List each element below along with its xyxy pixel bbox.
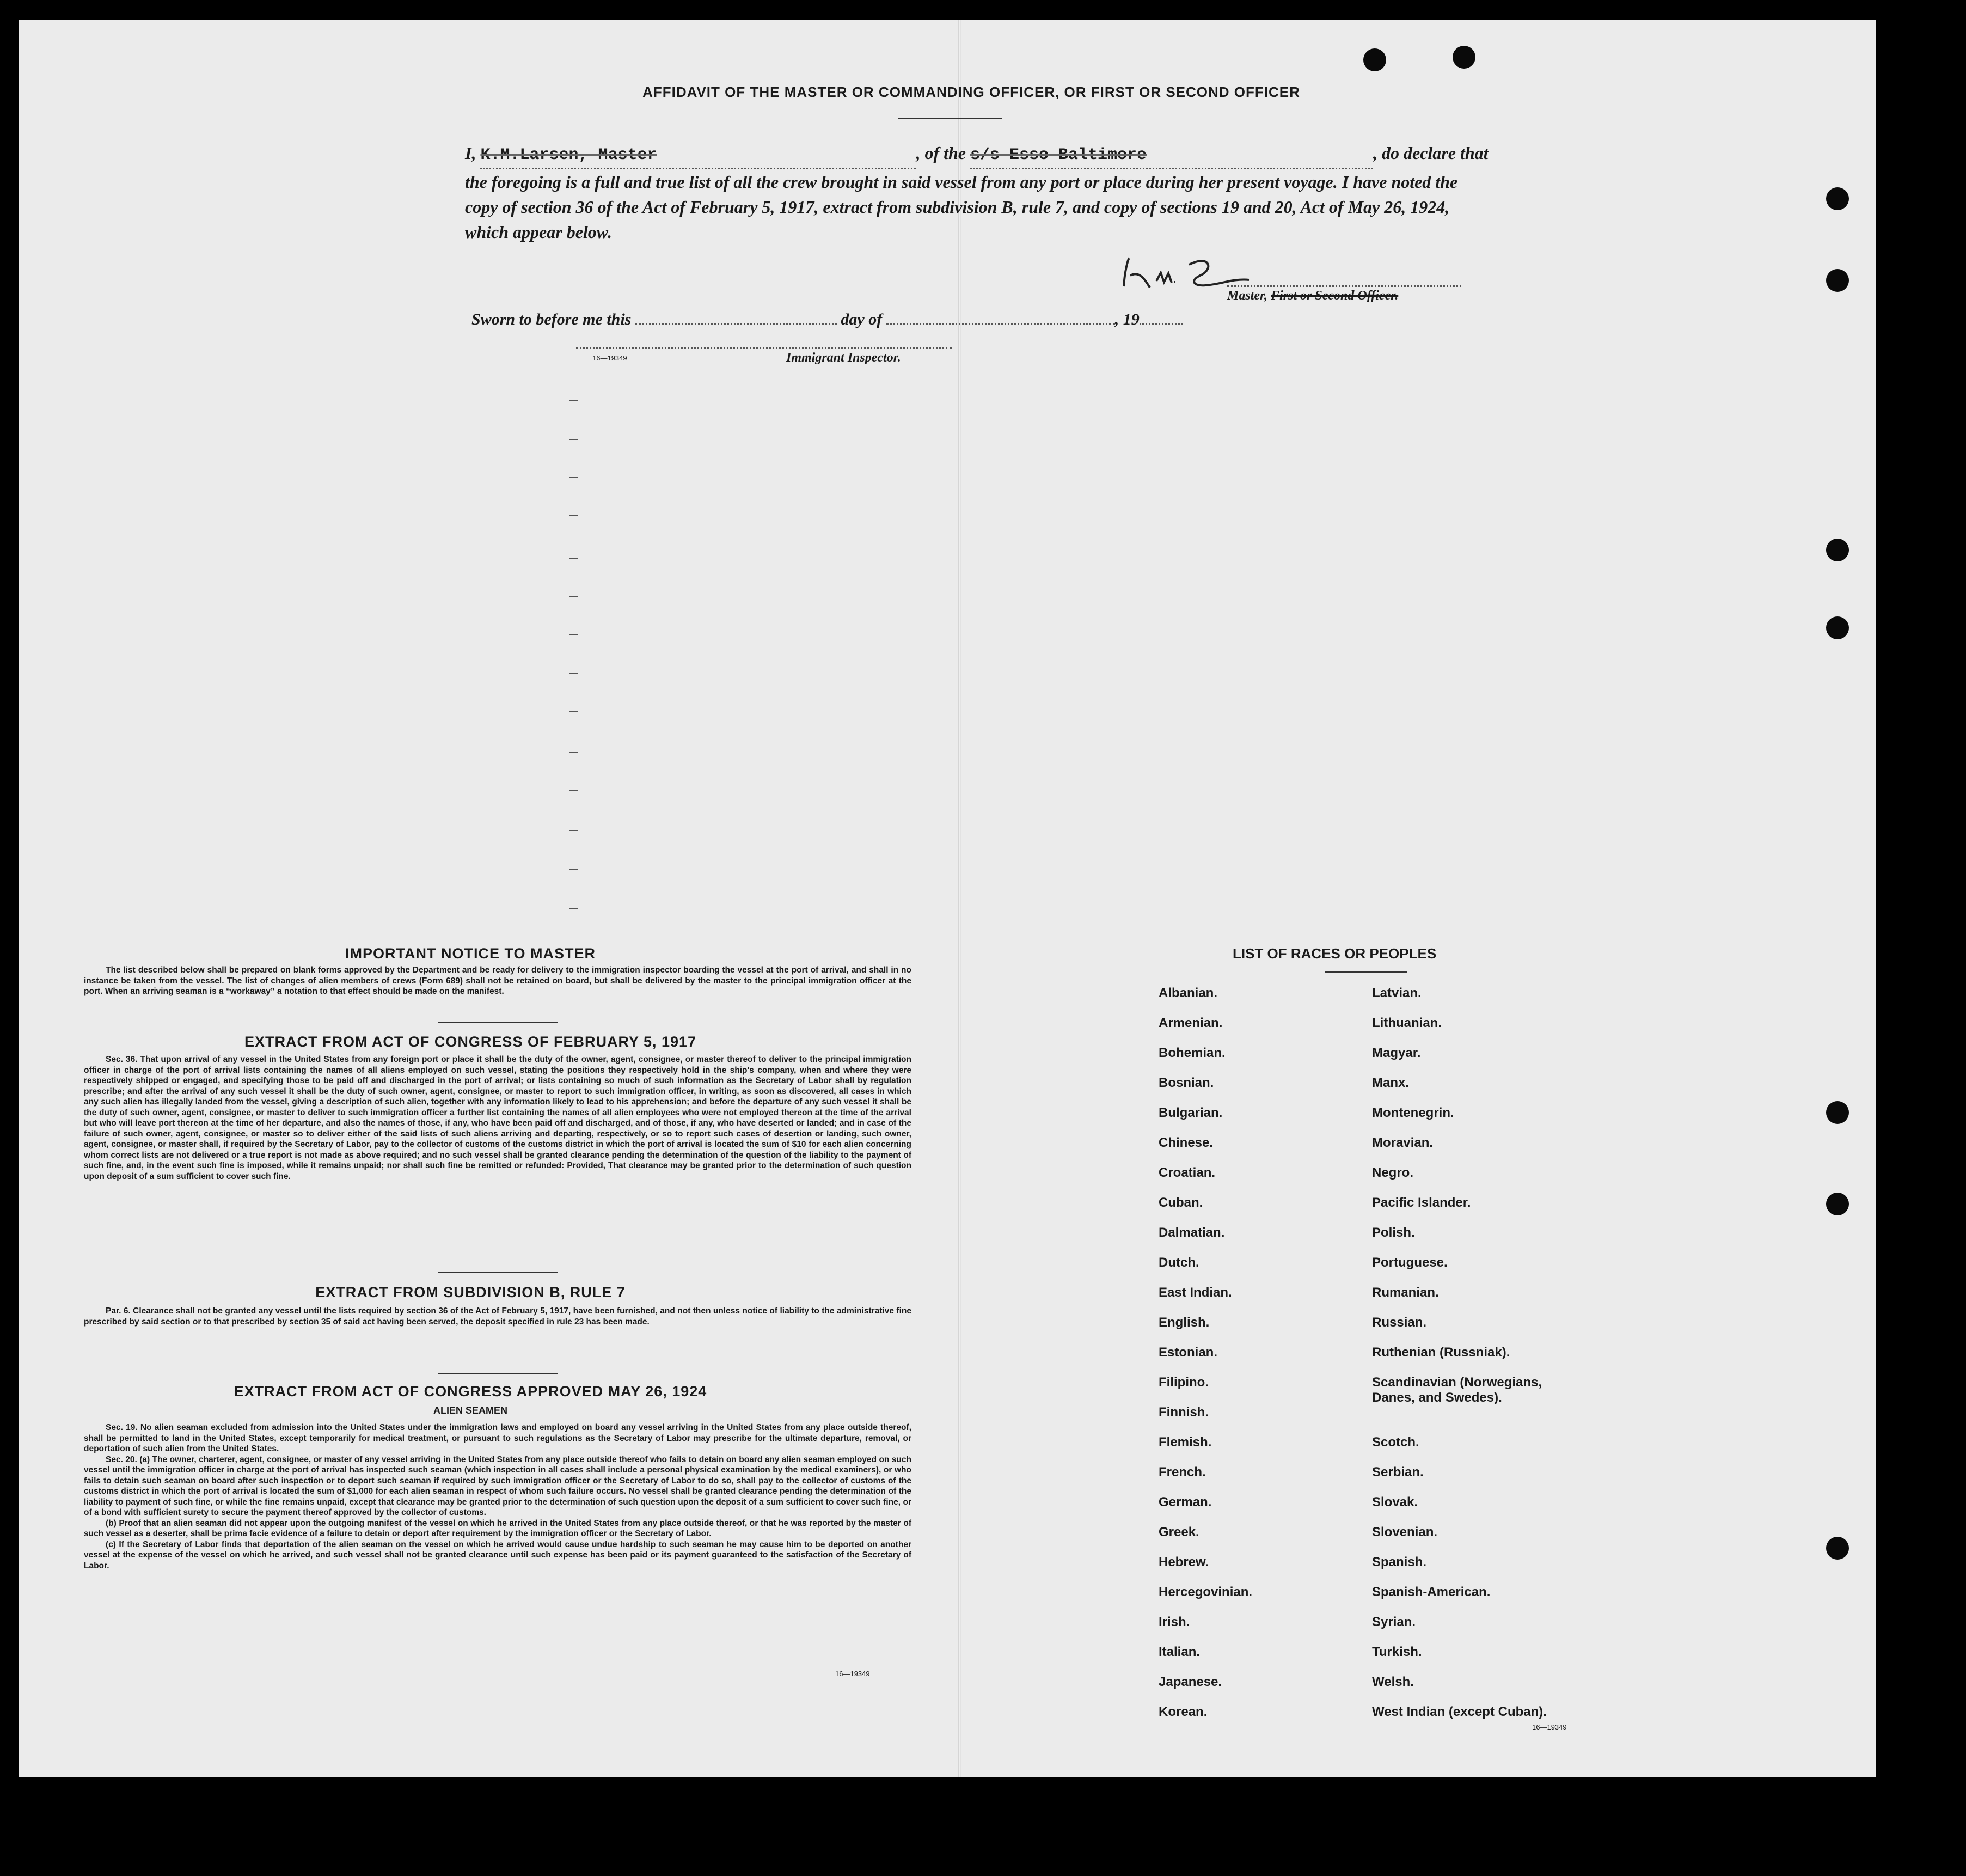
punch-hole bbox=[1826, 187, 1849, 210]
affidavit-text bbox=[465, 140, 1489, 245]
row-mark bbox=[569, 400, 578, 401]
race-item: Croatian. bbox=[1159, 1165, 1216, 1180]
sworn-label: Sworn to before me this bbox=[471, 310, 632, 328]
race-item: Dalmatian. bbox=[1159, 1225, 1225, 1240]
race-item: Negro. bbox=[1372, 1165, 1414, 1180]
punch-hole bbox=[1826, 1101, 1849, 1124]
punch-hole bbox=[1826, 1537, 1849, 1560]
race-item: Slovenian. bbox=[1372, 1525, 1438, 1539]
race-item: Portuguese. bbox=[1372, 1255, 1448, 1270]
title-struck: First or Second Officer. bbox=[1271, 289, 1399, 303]
punch-hole bbox=[1826, 269, 1849, 292]
race-item: Albanian. bbox=[1159, 986, 1218, 1000]
notice-text bbox=[84, 965, 911, 997]
par6-paragraph: Par. 6. Clearance shall not be granted any vessel until the lists required by section 36 of the Act of February 5, 1917, have been furnished, and not then unless notice of liability to the administrative fine prescribed by said section or to that prescribed by section 35 of said act having been served, the deposit specified in rule 23 has been made. bbox=[84, 1306, 911, 1327]
race-item: Rumanian. bbox=[1372, 1285, 1439, 1300]
race-item: Bohemian. bbox=[1159, 1046, 1226, 1060]
notice-paragraph: The list described below shall be prepared on blank forms approved by the Department and be ready for delivery to the immigration inspector boarding the vessel at the port of arrival, and shall in no instance be taken from the vessel. The list of changes of alien members of crews (Form 689) shall not be retained on board, but shall be delivered by the master to the principal immigration officer at the port. When an arriving seaman is a “workaway” a notation to that effect should be made on the manifest. bbox=[84, 966, 911, 996]
row-mark bbox=[569, 673, 578, 674]
race-item: Slovak. bbox=[1372, 1495, 1418, 1510]
race-item: Lithuanian. bbox=[1372, 1016, 1442, 1030]
race-item: Russian. bbox=[1372, 1315, 1427, 1330]
races-title: LIST OF RACES OR PEOPLES bbox=[1233, 945, 1437, 962]
affidavit-title: AFFIDAVIT OF THE MASTER OR COMMANDING OFFICER, OR FIRST OR SECOND OFFICER bbox=[642, 84, 1300, 100]
do-declare-label: , do declare bbox=[1373, 143, 1456, 163]
row-mark bbox=[569, 515, 578, 516]
declarant-field bbox=[480, 140, 916, 169]
race-item: Korean. bbox=[1159, 1704, 1208, 1719]
race-item: Bosnian. bbox=[1159, 1076, 1214, 1090]
race-item: Chinese. bbox=[1159, 1135, 1214, 1150]
race-item: Estonian. bbox=[1159, 1345, 1218, 1360]
inspector-label: Immigrant Inspector. bbox=[786, 351, 901, 365]
race-item: Finnish. bbox=[1159, 1405, 1209, 1420]
race-item: Ruthenian (Russniak). bbox=[1372, 1345, 1510, 1360]
extract-1924-text bbox=[84, 1422, 911, 1571]
section-rule bbox=[438, 1272, 558, 1273]
sec19-paragraph: Sec. 19. No alien seaman excluded from admission into the United States under the immigration laws and employed on board any vessel arriving in the United States from any place outside thereof, shall be permitted to land in the United States, except temporarily for medical treatment, or pursuant to such regulations as the Secretary of Labor may prescribe for the ultimate departure, removal, or deportation of such alien from the United States. bbox=[84, 1423, 911, 1453]
inspector-line bbox=[576, 346, 952, 349]
race-item: Irish. bbox=[1159, 1615, 1190, 1629]
notice-title: IMPORTANT NOTICE TO MASTER bbox=[345, 945, 596, 962]
sworn-month-field bbox=[886, 323, 1115, 325]
race-item: Cuban. bbox=[1159, 1195, 1203, 1210]
race-item: Polish. bbox=[1372, 1225, 1415, 1240]
extract-1917-text bbox=[84, 1054, 911, 1182]
row-mark bbox=[569, 634, 578, 635]
race-item: Spanish-American. bbox=[1372, 1585, 1491, 1599]
race-item: Latvian. bbox=[1372, 986, 1422, 1000]
race-item: Flemish. bbox=[1159, 1435, 1212, 1450]
i-label: I, bbox=[465, 143, 476, 163]
race-item: Italian. bbox=[1159, 1645, 1201, 1659]
row-mark bbox=[569, 596, 578, 597]
row-mark bbox=[569, 830, 578, 831]
race-item: Hercegovinian. bbox=[1159, 1585, 1253, 1599]
race-item: English. bbox=[1159, 1315, 1210, 1330]
punch-hole bbox=[1453, 46, 1475, 69]
page-fold bbox=[958, 20, 961, 1777]
document-sheet bbox=[19, 20, 1876, 1777]
races-rule bbox=[1325, 971, 1407, 973]
race-item: Welsh. bbox=[1372, 1675, 1414, 1689]
sec20c-paragraph: (c) If the Secretary of Labor finds that deportation of the alien seaman on the vessel on which he arrived would cause undue hardship to such seaman he may cause him to be deported on another vessel at the expense of the vessel on which he arrived, and such vessel shall not be granted clearance until such expense has been paid or its payment guaranteed to the satisfaction of the Secretary of Labor. bbox=[84, 1539, 911, 1571]
day-of-label: day of bbox=[841, 310, 883, 328]
row-mark bbox=[569, 558, 578, 559]
race-item: Armenian. bbox=[1159, 1016, 1223, 1030]
alien-seamen-subtitle: ALIEN SEAMEN bbox=[433, 1405, 507, 1416]
race-item: Spanish. bbox=[1372, 1555, 1427, 1569]
sec36-paragraph: Sec. 36. That upon arrival of any vessel in the United States from any foreign port or place it shall be the duty of the owner, agent, consignee, or master thereof to deliver to the principal immigration officer in charge of the port of arrival lists containing the names of all aliens employed on such vessel, stating the positions they respectively hold in the ship's company, when and where they were respectively shipped or engaged, and specifying those to be paid off and discharged in the port of arrival; or lists containing so much of such information as the Secretary of Labor shall by regulation prescribe; and after the arrival of any such vessel it shall be the duty of such owner, agent, consignee, or master to report to such immigration officer, in writing, as soon as discovered, all cases in which any such alien has illegally landed from the vessel, giving a description of such alien, together with any information likely to lead to his apprehension; and before the departure of any such vessel it shall be the duty of such owner, agent, consignee, or master to deliver to such immigration officer a further list containing the names of all alien employees who were not employed thereon at the time of the arrival but who will leave port thereon at the time of her departure, and also the names of those, if any, who have been paid off and discharged, and of those, if any, who have deserted or landed; and in case of the failure of such owner, agent, consignee, or master so to deliver either of the said lists of such aliens arriving and departing, respectively, or so to report such cases of desertion or landing, such owner, agent, consignee, or master shall, if required by the Secretary of Labor, pay to the collector of customs of the customs district in which the port of arrival is located the sum of $10 for each alien concerning whom correct lists are not delivered or a true report is not made as above required; and no such vessel shall be granted clearance pending the determination of the question of the liability to the payment of such fine, and, in the event such fine is imposed, while it remains unpaid; nor shall such fine be remitted or refunded: Provided, That clearance may be granted prior to the determination of such question upon deposit of a sum sufficient to cover such fine. bbox=[84, 1055, 911, 1181]
form-number: 16—19349 bbox=[592, 354, 627, 362]
race-item: Manx. bbox=[1372, 1076, 1410, 1090]
of-the-label: , of the bbox=[916, 143, 966, 163]
year-field bbox=[1140, 323, 1183, 325]
row-mark bbox=[569, 711, 578, 712]
race-item: French. bbox=[1159, 1465, 1206, 1480]
race-item: Serbian. bbox=[1372, 1465, 1424, 1480]
race-item: Magyar. bbox=[1372, 1046, 1421, 1060]
race-item: Scandinavian (Norwegians, Danes, and Swedes). bbox=[1372, 1375, 1542, 1405]
punch-hole bbox=[1826, 539, 1849, 561]
year-label: , 19 bbox=[1114, 310, 1140, 328]
race-item: Japanese. bbox=[1159, 1675, 1222, 1689]
row-mark bbox=[569, 790, 578, 791]
race-item: Scotch. bbox=[1372, 1435, 1419, 1450]
race-item: Hebrew. bbox=[1159, 1555, 1209, 1569]
race-item: Montenegrin. bbox=[1372, 1105, 1454, 1120]
race-item: German. bbox=[1159, 1495, 1212, 1510]
race-item: Moravian. bbox=[1372, 1135, 1434, 1150]
signature-title bbox=[1227, 289, 1398, 303]
race-item: Greek. bbox=[1159, 1525, 1199, 1539]
row-mark bbox=[569, 908, 578, 909]
sec20b-paragraph: (b) Proof that an alien seaman did not appear upon the outgoing manifest of the vessel on which he arrived in the United States from any place outside thereof, or that he was reported by the master of such vessel as a deserter, shall be prima facie evidence of a failure to detain or deport after requirement by the immigration officer or the Secretary of Labor. bbox=[84, 1518, 911, 1538]
vessel-field bbox=[970, 140, 1373, 169]
row-mark bbox=[569, 477, 578, 478]
sworn-date-field bbox=[635, 323, 837, 325]
declarant-name: K.M.Larsen, Master bbox=[480, 146, 657, 164]
race-item: East Indian. bbox=[1159, 1285, 1232, 1300]
row-mark bbox=[569, 869, 578, 870]
signature-line bbox=[1227, 284, 1461, 287]
extract-rule7-text bbox=[84, 1306, 911, 1327]
race-item: Pacific Islander. bbox=[1372, 1195, 1471, 1210]
punch-hole bbox=[1363, 48, 1386, 71]
extract-1917-title: EXTRACT FROM ACT OF CONGRESS OF FEBRUARY 5, 1917 bbox=[244, 1034, 697, 1050]
race-item: Dutch. bbox=[1159, 1255, 1199, 1270]
punch-hole bbox=[1826, 1193, 1849, 1215]
race-item: Syrian. bbox=[1372, 1615, 1416, 1629]
section-rule bbox=[438, 1022, 558, 1023]
row-mark bbox=[569, 752, 578, 753]
form-number: 16—19349 bbox=[835, 1670, 870, 1678]
extract-rule7-title: EXTRACT FROM SUBDIVISION B, RULE 7 bbox=[315, 1284, 626, 1300]
affidavit-body: that the foregoing is a full and true list of all the crew brought in said vessel from any port or place during her present voyage. I have noted the copy of section 36 of the Act of February 5, 1917, extract from subdivision B, rule 7, and copy of sections 19 and 20, Act of May 26, 1924, which appear below. bbox=[465, 143, 1489, 242]
race-item: West Indian (except Cuban). bbox=[1372, 1704, 1547, 1719]
extract-1924-title: EXTRACT FROM ACT OF CONGRESS APPROVED MAY 26, 1924 bbox=[234, 1383, 707, 1400]
form-number: 16—19349 bbox=[1532, 1723, 1567, 1731]
title-rule bbox=[898, 118, 1002, 119]
title-master: Master, bbox=[1227, 289, 1268, 303]
sworn-line bbox=[471, 310, 1183, 329]
race-item: Bulgarian. bbox=[1159, 1105, 1223, 1120]
punch-hole bbox=[1826, 616, 1849, 639]
vessel-name: s/s Esso Baltimore bbox=[970, 146, 1147, 164]
race-item: Turkish. bbox=[1372, 1645, 1422, 1659]
section-rule bbox=[438, 1373, 558, 1374]
sec20a-paragraph: Sec. 20. (a) The owner, charterer, agent, consignee, or master of any vessel arriving in the United States from any place outside thereof who fails to detain on board any alien seaman employed on such vessel until the immigration officer in charge at the port of arrival has inspected such seaman (which inspection in all cases shall include a personal physical examination by the medical examiners), or who fails to detain such seaman on board after such inspection or to deport such seaman if required by such immigration officer or the Secretary of Labor to do so, shall pay to the collector of customs of the customs district in which the port of arrival is located the sum of $1,000 for each alien seaman in respect of whom such failure occurs. No vessel shall be granted clearance pending the determination of the liability to payment of such fine, or while the fine remains unpaid, except that clearance may be granted prior to the determination of such question upon the deposit of a sum sufficient to cover such fine, or of a bond with sufficient surety to secure the payment thereof approved by the collector of customs. bbox=[84, 1455, 911, 1517]
race-item: Filipino. bbox=[1159, 1375, 1209, 1390]
row-mark bbox=[569, 439, 578, 440]
